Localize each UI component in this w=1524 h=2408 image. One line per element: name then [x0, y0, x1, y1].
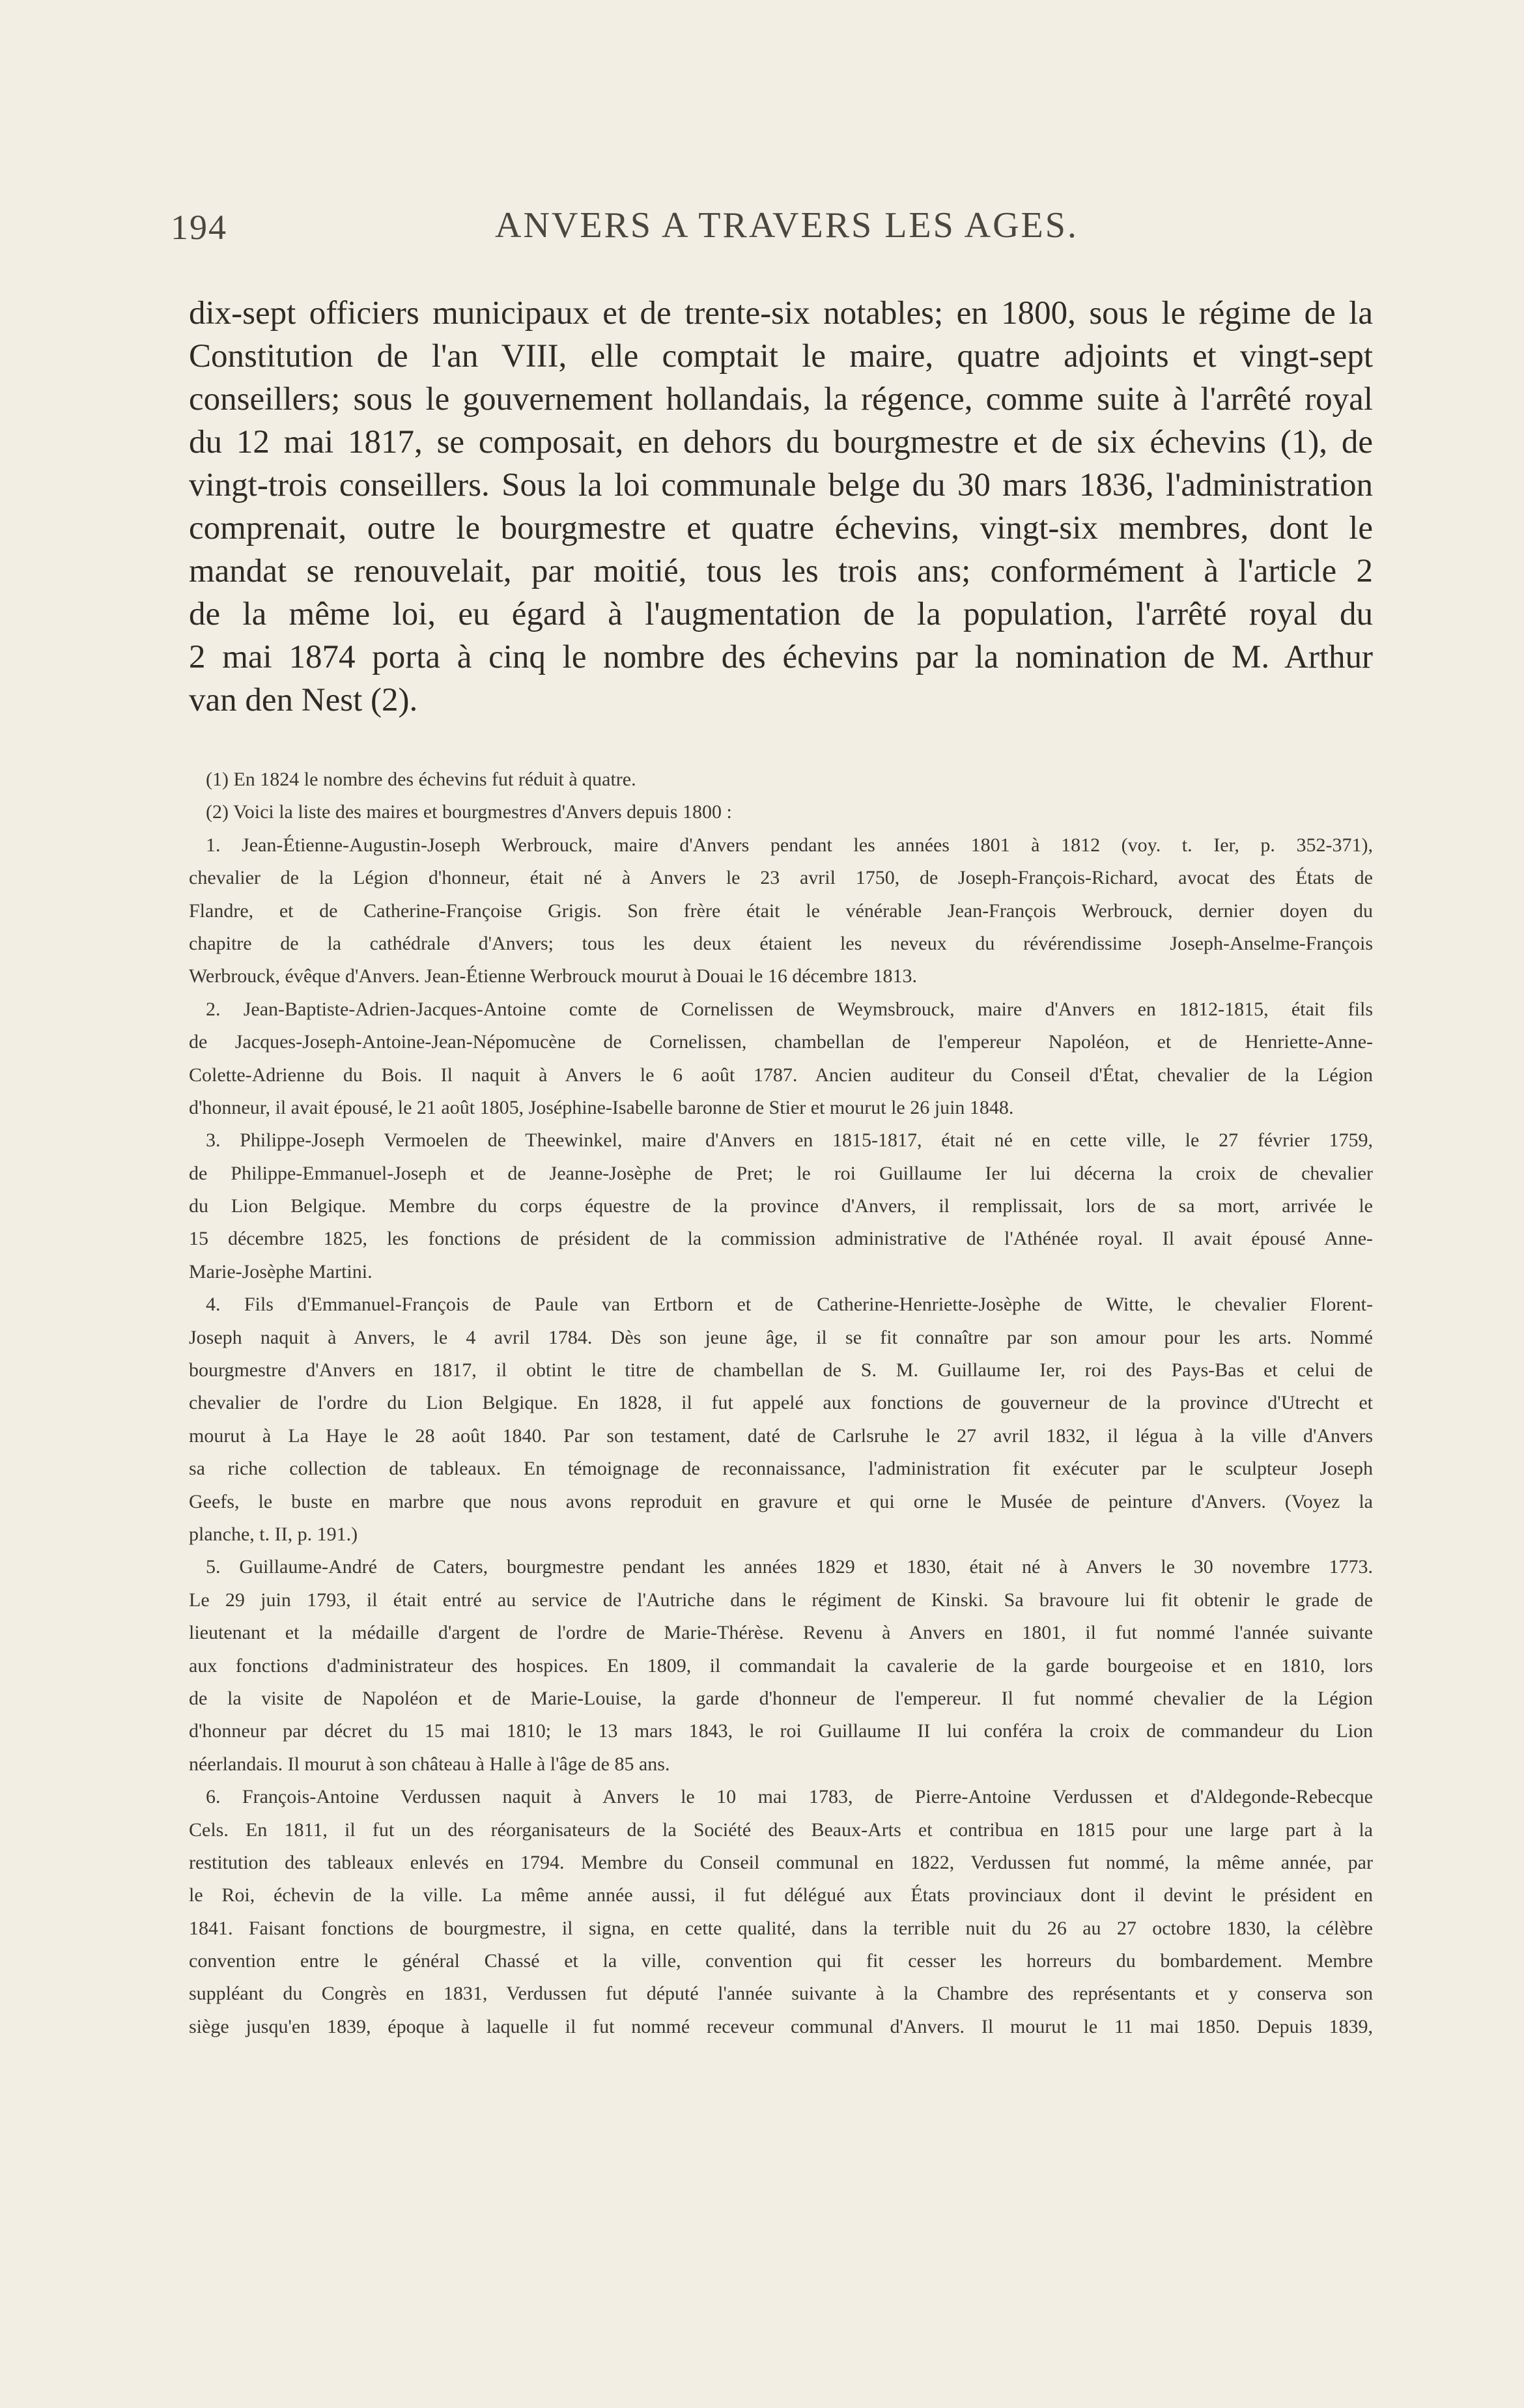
footnote-line: suppléant du Congrès en 1831, Verdussen fut député l'année suivante à la Chambre des représentants et y conserva son	[189, 1983, 1373, 2005]
body-line: vingt-trois conseillers. Sous la loi communale belge du 30 mars 1836, l'administration	[189, 467, 1373, 503]
footnote-line: 6. François-Antoine Verdussen naquit à Anvers le 10 mai 1783, de Pierre-Antoine Verdussen et d'Aldegonde-Rebecque	[206, 1786, 1373, 1808]
footnote-line: restitution des tableaux enlevés en 1794. Membre du Conseil communal en 1822, Verdussen fut nommé, la même année, par	[189, 1851, 1373, 1873]
footnote-line: 2. Jean-Baptiste-Adrien-Jacques-Antoine comte de Cornelissen de Weymsbrouck, maire d'Anvers en 1812-1815, était fils	[206, 998, 1373, 1020]
footnote-line: planche, t. II, p. 191.)	[189, 1523, 358, 1545]
body-line: van den Nest (2).	[189, 682, 418, 718]
footnote-line: convention entre le général Chassé et la ville, convention qui fit cesser les horreurs du bombardement. Membre	[189, 1950, 1373, 1972]
footnote-line: 5. Guillaume-André de Caters, bourgmestre pendant les années 1829 et 1830, était né à Anvers le 30 novembre 1773.	[206, 1556, 1373, 1578]
footnote-line: Joseph naquit à Anvers, le 4 avril 1784. Dès son jeune âge, il se fit connaître par son amour pour les arts. Nommé	[189, 1326, 1373, 1348]
page-number: 194	[171, 208, 227, 247]
footnote-line: bourgmestre d'Anvers en 1817, il obtint le titre de chambellan de S. M. Guillaume Ier, roi des Pays-Bas et celui de	[189, 1359, 1373, 1381]
footnote-line: de la visite de Napoléon et de Marie-Louise, la garde d'honneur de l'empereur. Il fut nommé chevalier de la Légion	[189, 1687, 1373, 1709]
footnote-line: 1841. Faisant fonctions de bourgmestre, il signa, en cette qualité, dans la terrible nuit du 26 au 27 octobre 1830, la célèbre	[189, 1917, 1373, 1939]
footnotes	[189, 763, 1373, 2043]
footnote-line: sa riche collection de tableaux. En témoignage de reconnaissance, l'administration fit exécuter par le sculpteur Joseph	[189, 1458, 1373, 1480]
footnote-line: siège jusqu'en 1839, époque à laquelle il fut nommé receveur communal d'Anvers. Il mourut le 11 mai 1850. Depuis 1839,	[189, 2015, 1373, 2037]
footnote-line: d'honneur, il avait épousé, le 21 août 1805, Joséphine-Isabelle baronne de Stier et mourut le 26 juin 1848.	[189, 1096, 1014, 1118]
footnote-line: Marie-Josèphe Martini.	[189, 1260, 373, 1282]
body-line: de la même loi, eu égard à l'augmentation de la population, l'arrêté royal du	[189, 596, 1373, 632]
footnote-line: chevalier de l'ordre du Lion Belgique. En 1828, il fut appelé aux fonctions de gouverneur de la province d'Utrecht et	[189, 1392, 1373, 1414]
body-line: dix-sept officiers municipaux et de trente-six notables; en 1800, sous le régime de la	[189, 295, 1373, 332]
footnote-line: 1. Jean-Étienne-Augustin-Joseph Werbrouck, maire d'Anvers pendant les années 1801 à 1812 (voy. t. Ier, p. 352-371),	[206, 834, 1373, 856]
body-line: conseillers; sous le gouvernement hollandais, la régence, comme suite à l'arrêté royal	[189, 381, 1373, 418]
footnote-line: Colette-Adrienne du Bois. Il naquit à Anvers le 6 août 1787. Ancien auditeur du Conseil d'État, chevalier de la Légion	[189, 1064, 1373, 1086]
footnote-line: Le 29 juin 1793, il était entré au service de l'Autriche dans le régiment de Kinski. Sa bravoure lui fit obtenir le grade de	[189, 1589, 1373, 1611]
footnote-line: du Lion Belgique. Membre du corps équestre de la province d'Anvers, il remplissait, lors de sa mort, arrivée le	[189, 1195, 1373, 1217]
footnote-line: d'honneur par décret du 15 mai 1810; le 13 mars 1843, le roi Guillaume II lui conféra la croix de commandeur du Lion	[189, 1720, 1373, 1742]
footnote-line: 3. Philippe-Joseph Vermoelen de Theewinkel, maire d'Anvers en 1815-1817, était né en cette ville, le 27 février 1759,	[206, 1129, 1373, 1152]
running-title: ANVERS A TRAVERS LES AGES.	[495, 205, 1079, 246]
body-line: mandat se renouvelait, par moitié, tous les trois ans; conformément à l'article 2	[189, 553, 1373, 589]
footnote-line: (1) En 1824 le nombre des échevins fut réduit à quatre.	[206, 769, 636, 790]
footnote-line: aux fonctions d'administrateur des hospices. En 1809, il commandait la cavalerie de la garde bourgeoise et en 1810, lors	[189, 1654, 1373, 1677]
footnote-line: Cels. En 1811, il fut un des réorganisateurs de la Société des Beaux-Arts et contribua en 1815 pour une large part à la	[189, 1819, 1373, 1841]
body-line: Constitution de l'an VIII, elle comptait le maire, quatre adjoints et vingt-sept	[189, 338, 1373, 375]
footnote-line: de Philippe-Emmanuel-Joseph et de Jeanne-Josèphe de Pret; le roi Guillaume Ier lui décerna la croix de chevalier	[189, 1162, 1373, 1184]
footnote-line: le Roi, échevin de la ville. La même année aussi, il fut délégué aux États provinciaux dont il devint le président en	[189, 1884, 1373, 1906]
body-line: comprenait, outre le bourgmestre et quatre échevins, vingt-six membres, dont le	[189, 510, 1373, 546]
footnote-line: Geefs, le buste en marbre que nous avons reproduit en gravure et qui orne le Musée de peinture d'Anvers. (Voyez la	[189, 1490, 1373, 1512]
body-line: du 12 mai 1817, se composait, en dehors du bourgmestre et de six échevins (1), de	[189, 424, 1373, 460]
footnote-line: Flandre, et de Catherine-Françoise Grigis. Son frère était le vénérable Jean-François Werbrouck, dernier doyen du	[189, 899, 1373, 922]
footnote-line: mourut à La Haye le 28 août 1840. Par son testament, daté de Carlsruhe le 27 avril 1832, il légua à la ville d'Anvers	[189, 1424, 1373, 1447]
footnote-line: de Jacques-Joseph-Antoine-Jean-Népomucène de Cornelissen, chambellan de l'empereur Napoléon, et de Henriette-Anne-	[189, 1031, 1373, 1053]
footnote-line: 15 décembre 1825, les fonctions de président de la commission administrative de l'Athénée royal. Il avait épousé Anne-	[189, 1228, 1373, 1250]
footnote-line: 4. Fils d'Emmanuel-François de Paule van Ertborn et de Catherine-Henriette-Josèphe de Witte, le chevalier Florent-	[206, 1294, 1373, 1316]
main-text	[189, 292, 1373, 722]
footnote-line: chevalier de la Légion d'honneur, était né à Anvers le 23 avril 1750, de Joseph-François-Richard, avocat des États de	[189, 867, 1373, 889]
footnote-line: lieutenant et la médaille d'argent de l'ordre de Marie-Thérèse. Revenu à Anvers en 1801, il fut nommé l'année suivante	[189, 1622, 1373, 1644]
footnote-line: néerlandais. Il mourut à son château à Halle à l'âge de 85 ans.	[189, 1753, 670, 1775]
footnote-line: chapitre de la cathédrale d'Anvers; tous les deux étaient les neveux du révérendissime Joseph-Anselme-François	[189, 932, 1373, 954]
body-line: 2 mai 1874 porta à cinq le nombre des échevins par la nomination de M. Arthur	[189, 639, 1373, 675]
footnote-line: (2) Voici la liste des maires et bourgmestres d'Anvers depuis 1800 :	[206, 801, 732, 823]
footnote-line: Werbrouck, évêque d'Anvers. Jean-Étienne Werbrouck mourut à Douai le 16 décembre 1813.	[189, 965, 917, 987]
